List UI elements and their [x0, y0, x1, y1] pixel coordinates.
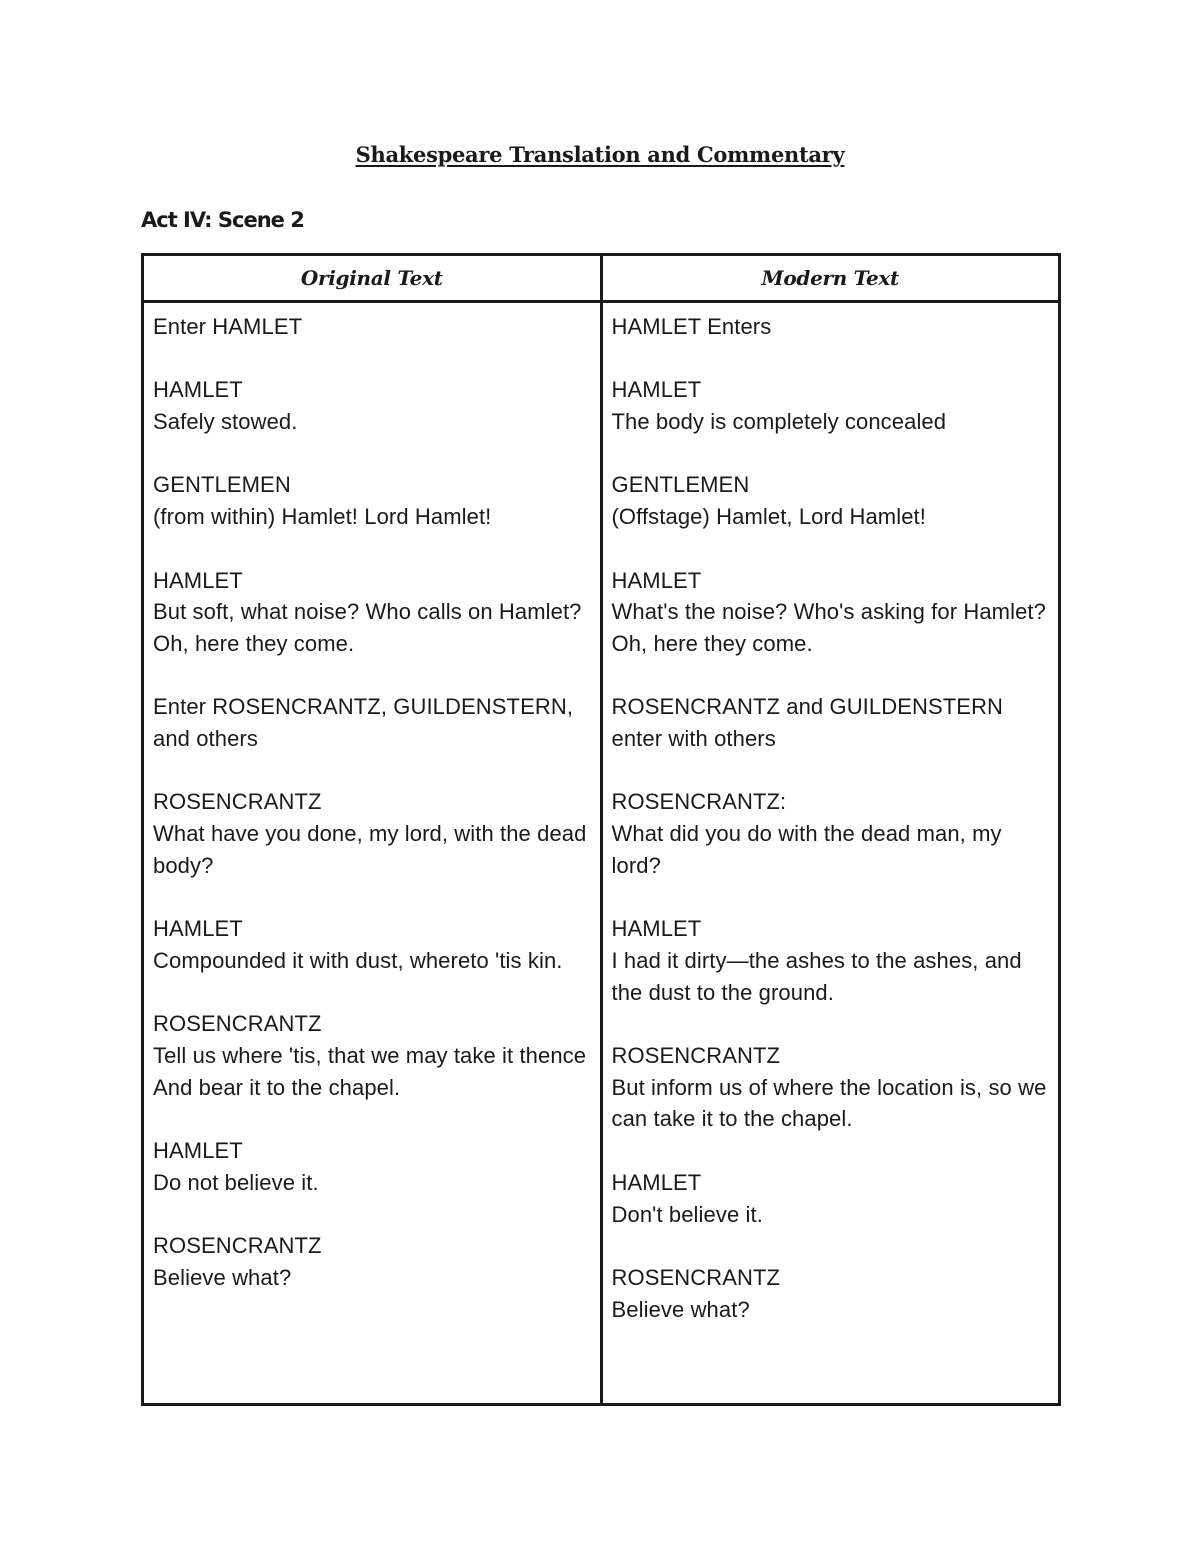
document-title: Shakespeare Translation and Commentary: [355, 142, 845, 167]
modern-dialogue-block: [612, 913, 1051, 1008]
modern-dialogue-block: [612, 691, 1051, 754]
speaker-or-direction: GENTLEMEN: [153, 472, 291, 498]
modern-dialogue-block: [612, 786, 1051, 881]
dialogue-line: What have you done, my lord, with the dead body?: [153, 821, 593, 878]
dialogue-line: Believe what?: [153, 1264, 292, 1290]
original-dialogue-block: [153, 1230, 592, 1293]
modern-text-header: Modern Text: [601, 255, 1060, 302]
modern-dialogue-block: [612, 469, 1051, 532]
speaker-or-direction: HAMLET: [153, 1138, 243, 1164]
dialogue-line: (Offstage) Hamlet, Lord Hamlet!: [611, 504, 926, 530]
speaker-or-direction: HAMLET: [611, 377, 702, 403]
dialogue-line: What did you do with the dead man, my lord?: [611, 821, 1008, 878]
original-dialogue-block: [153, 374, 592, 437]
modern-dialogue-block: [612, 1167, 1051, 1230]
speaker-or-direction: HAMLET: [153, 916, 243, 942]
dialogue-line: The body is completely concealed: [611, 409, 947, 435]
original-dialogue-block: [153, 565, 592, 660]
dialogue-line: Believe what?: [611, 1296, 750, 1322]
original-text-cell: [143, 302, 602, 1405]
table-row: [143, 302, 1060, 1405]
speaker-or-direction: HAMLET Enters: [611, 314, 772, 339]
original-dialogue-block: [153, 469, 592, 532]
speaker-or-direction: ROSENCRANTZ:: [611, 789, 787, 815]
speaker-or-direction: ROSENCRANTZ and GUILDENSTERN enter with others: [611, 694, 1010, 752]
modern-dialogue-block: [612, 374, 1051, 437]
dialogue-line: Safely stowed.: [153, 409, 298, 435]
dialogue-line: I had it dirty—the ashes to the ashes, and the dust to the ground.: [611, 947, 1028, 1005]
dialogue-line: Tell us where 'tis, that we may take it thence: [153, 1043, 587, 1069]
speaker-or-direction: ROSENCRANTZ: [153, 1233, 322, 1259]
speaker-or-direction: HAMLET: [611, 1169, 702, 1195]
original-dialogue-block: [153, 1135, 592, 1198]
dialogue-line: But soft, what noise? Who calls on Hamlet?: [153, 599, 582, 625]
speaker-or-direction: ROSENCRANTZ: [611, 1264, 781, 1290]
dialogue-line: (from within) Hamlet! Lord Hamlet!: [153, 504, 492, 530]
original-dialogue-block: [153, 691, 592, 754]
table-header-row: [143, 255, 1060, 302]
dialogue-line: And bear it to the chapel.: [153, 1074, 401, 1100]
speaker-or-direction: ROSENCRANTZ: [153, 1011, 322, 1037]
speaker-or-direction: ROSENCRANTZ: [611, 1043, 781, 1069]
original-dialogue-block: [153, 1008, 592, 1103]
section-heading: Act IV: Scene 2: [141, 208, 304, 232]
speaker-or-direction: HAMLET: [611, 567, 702, 593]
speaker-or-direction: HAMLET: [153, 567, 243, 593]
modern-dialogue-block: [612, 565, 1051, 660]
dialogue-line: Oh, here they come.: [153, 630, 355, 656]
dialogue-line: Compounded it with dust, whereto 'tis kin.: [153, 947, 563, 973]
speaker-or-direction: Enter ROSENCRANTZ, GUILDENSTERN, and others: [153, 694, 580, 752]
modern-dialogue-block: [612, 1040, 1051, 1135]
speaker-or-direction: HAMLET: [611, 916, 702, 942]
dialogue-table: [141, 253, 1061, 1406]
dialogue-line: Do not believe it.: [153, 1169, 319, 1195]
dialogue-line: Oh, here they come.: [611, 630, 813, 656]
original-text-header: Original Text: [143, 255, 602, 302]
modern-text-cell: [601, 302, 1060, 1405]
original-dialogue-block: [153, 311, 592, 343]
dialogue-line: Don't believe it.: [611, 1201, 763, 1227]
speaker-or-direction: ROSENCRANTZ: [153, 789, 322, 815]
original-dialogue-block: [153, 913, 592, 976]
modern-dialogue-block: [612, 1262, 1051, 1325]
speaker-or-direction: Enter HAMLET: [153, 314, 303, 339]
original-dialogue-block: [153, 786, 592, 881]
speaker-or-direction: GENTLEMEN: [611, 472, 750, 498]
modern-dialogue-block: [612, 311, 1051, 343]
dialogue-line: But inform us of where the location is, so we can take it to the chapel.: [611, 1074, 1053, 1132]
dialogue-line: What's the noise? Who's asking for Hamlet?: [611, 599, 1046, 625]
speaker-or-direction: HAMLET: [153, 377, 243, 403]
